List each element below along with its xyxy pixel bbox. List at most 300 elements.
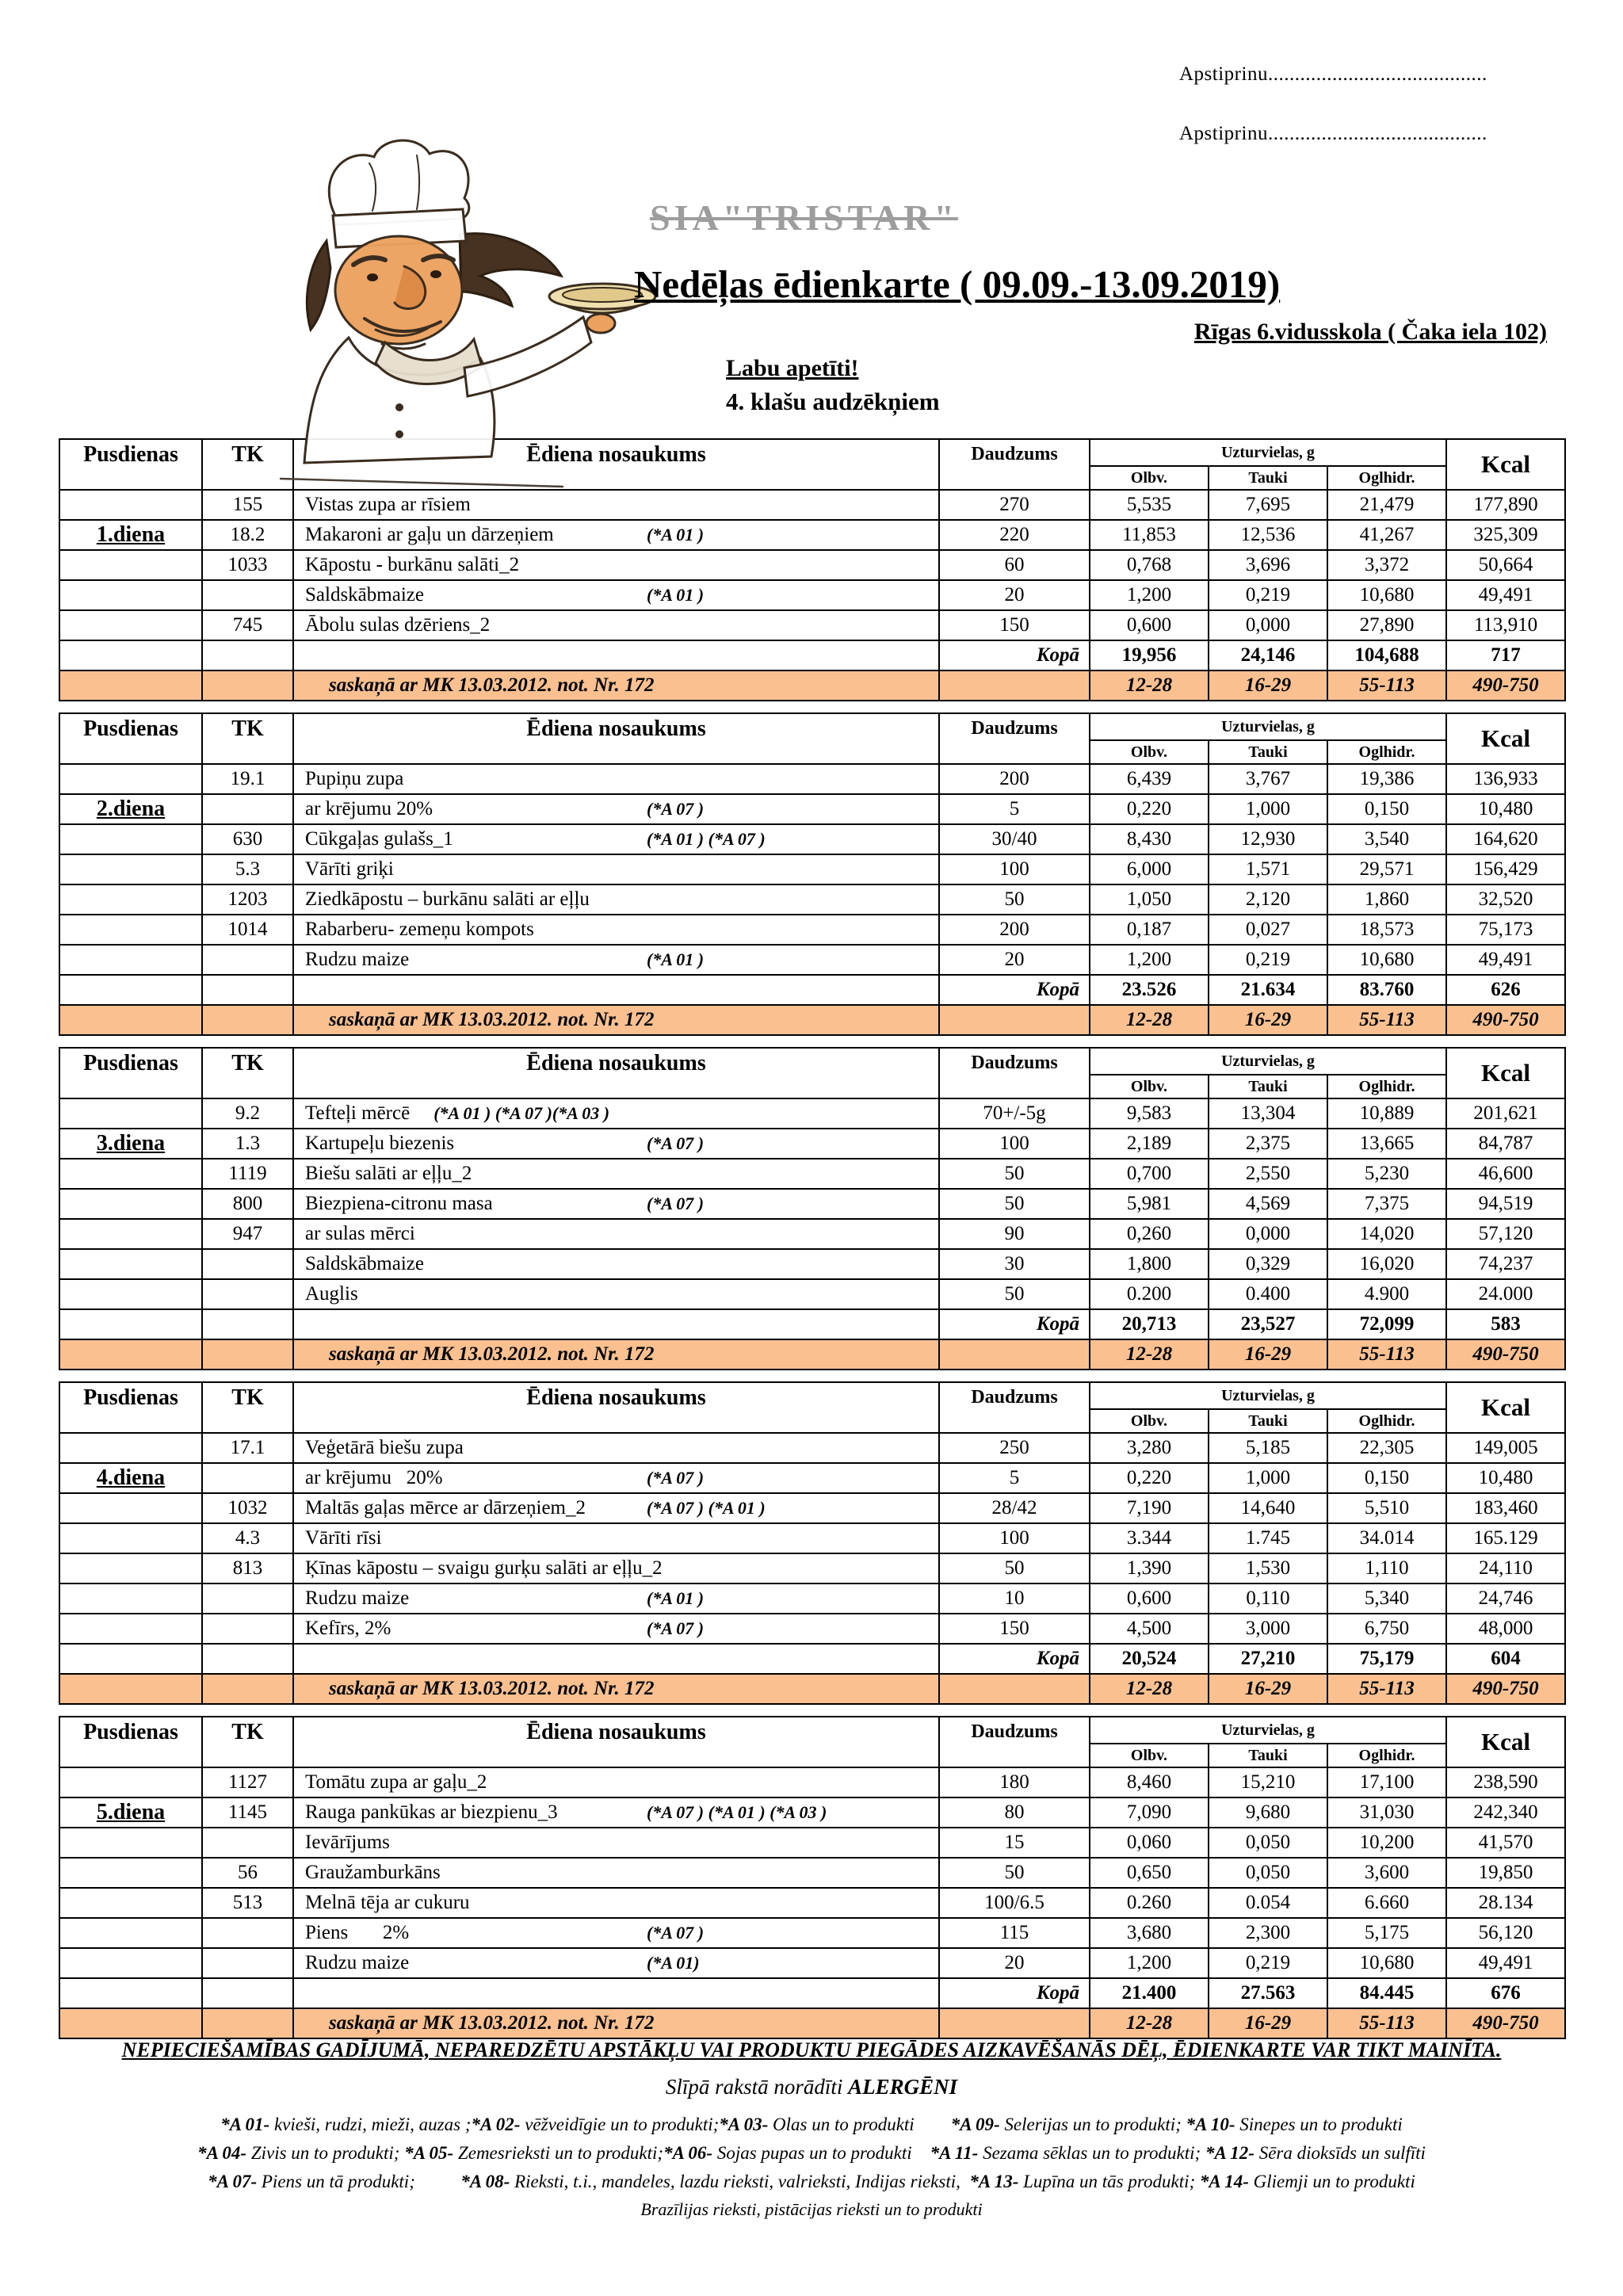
day-cell [59, 824, 202, 854]
olbv-cell: 5,535 [1090, 490, 1209, 520]
quantity-cell: 80 [939, 1797, 1090, 1828]
tauki-total: 27,210 [1209, 1644, 1327, 1674]
quantity-cell: 5 [939, 1463, 1090, 1493]
tauki-cell: 0,329 [1209, 1249, 1327, 1279]
dish-name: Ievārījums [305, 1832, 390, 1853]
dish-name: Biešu salāti ar eļļu_2 [305, 1163, 472, 1184]
tauki-cell: 0,050 [1209, 1858, 1327, 1888]
tauki-cell: 2,120 [1209, 884, 1327, 915]
oglhidr-cell: 7,375 [1327, 1189, 1446, 1219]
dish-row [59, 1249, 1565, 1279]
oglhidr-cell: 13,665 [1327, 1129, 1446, 1159]
dish-row [59, 1918, 1565, 1948]
dish-row [59, 1614, 1565, 1644]
footer [0, 2038, 1623, 2223]
tauki-cell: 1,000 [1209, 794, 1327, 824]
oglhidr-cell: 4.900 [1327, 1279, 1446, 1309]
col-header-nutrients: Uzturvielas, g [1090, 1048, 1446, 1075]
olbv-cell: 0,700 [1090, 1159, 1209, 1189]
dish-name-cell [293, 764, 939, 794]
dish-name: Ziedkāpostu – burkānu salāti ar eļļu [305, 888, 590, 910]
dish-row [59, 1493, 1565, 1523]
olbv-cell: 11,853 [1090, 520, 1209, 550]
quantity-cell: 5 [939, 794, 1090, 824]
tk-cell [202, 670, 293, 701]
quantity-cell: 20 [939, 1948, 1090, 1978]
day-cell [59, 1159, 202, 1189]
day-cell [59, 1888, 202, 1918]
tk-cell: 800 [202, 1189, 293, 1219]
dish-row [59, 1858, 1565, 1888]
chef-jacket-icon [304, 338, 495, 463]
oglhidr-range: 55-113 [1327, 2008, 1446, 2038]
tk-cell: 1145 [202, 1797, 293, 1828]
col-header-oglhidr: Oglhidr. [1327, 466, 1446, 490]
dish-name: Rauga pankūkas ar biezpienu_3 [305, 1801, 558, 1823]
col-header-oglhidr: Oglhidr. [1327, 1409, 1446, 1433]
oglhidr-cell: 31,030 [1327, 1797, 1446, 1828]
allergen-description: Olas un to produkti [768, 2115, 951, 2134]
oglhidr-total: 72,099 [1327, 1309, 1446, 1339]
kcal-cell: 177,890 [1446, 490, 1565, 520]
col-header-nutrients: Uzturvielas, g [1090, 713, 1446, 740]
kcal-cell: 136,933 [1446, 764, 1565, 794]
day-cell [59, 1767, 202, 1797]
tauki-range: 16-29 [1209, 1339, 1327, 1370]
olbv-cell: 7,190 [1090, 1493, 1209, 1523]
allergen-note: (*A 07 ) (*A 01 ) (*A 03 ) [647, 1802, 827, 1822]
col-header-quantity: Daudzums [939, 713, 1090, 764]
oglhidr-cell: 21,479 [1327, 490, 1446, 520]
quantity-cell: 50 [939, 884, 1090, 915]
kcal-cell: 156,429 [1446, 854, 1565, 884]
dish-name-cell [293, 640, 939, 670]
dish-name-cell [293, 520, 939, 550]
tauki-cell: 2,300 [1209, 1918, 1327, 1948]
quantity-cell: 50 [939, 1858, 1090, 1888]
dish-name: Auglis [305, 1283, 358, 1305]
dish-row [59, 1828, 1565, 1858]
dish-name-cell [293, 1493, 939, 1523]
dish-name-cell [293, 1767, 939, 1797]
tk-cell [202, 945, 293, 975]
olbv-cell: 1,800 [1090, 1249, 1209, 1279]
allergen-description: Gliemji un to produkti [1248, 2172, 1415, 2191]
tauki-cell: 13,304 [1209, 1098, 1327, 1129]
dish-name: Tefteļi mērcē [305, 1102, 411, 1124]
allergen-code: *A 03- [719, 2115, 769, 2134]
dish-name: Saldskābmaize [305, 584, 424, 606]
dish-name-cell [293, 1553, 939, 1584]
dish-name-cell [293, 1828, 939, 1858]
tauki-cell: 0,219 [1209, 945, 1327, 975]
dish-name: Makaroni ar gaļu un dārzeņiem [305, 524, 554, 545]
allergen-description: Sinepes un to produkti [1235, 2115, 1403, 2134]
tauki-cell: 3,000 [1209, 1614, 1327, 1644]
day-cell [59, 1614, 202, 1644]
dish-name: Ķīnas kāpostu – svaigu gurķu salāti ar eļļu_2 [305, 1557, 663, 1579]
quantity-cell: 10 [939, 1584, 1090, 1614]
tk-cell [202, 1614, 293, 1644]
totals-row [59, 1644, 1565, 1674]
allergen-note: (*A 07 ) [647, 1194, 705, 1213]
tk-cell: 1.3 [202, 1129, 293, 1159]
oglhidr-cell: 1,110 [1327, 1553, 1446, 1584]
day-cell [59, 1493, 202, 1523]
tk-cell: 1032 [202, 1493, 293, 1523]
tauki-total: 27.563 [1209, 1978, 1327, 2008]
tk-cell: 9.2 [202, 1098, 293, 1129]
tauki-cell: 0,027 [1209, 915, 1327, 945]
oglhidr-range: 55-113 [1327, 1005, 1446, 1035]
day-cell [59, 550, 202, 580]
allergen-code: *A 04- [197, 2143, 247, 2163]
tk-cell [202, 640, 293, 670]
quantity-cell: 20 [939, 945, 1090, 975]
tauki-range: 16-29 [1209, 1005, 1327, 1035]
olbv-total: 20,713 [1090, 1309, 1209, 1339]
tk-cell [202, 1674, 293, 1704]
day-cell [59, 520, 202, 550]
day-cell [59, 854, 202, 884]
olbv-total: 20,524 [1090, 1644, 1209, 1674]
tk-cell [202, 1828, 293, 1858]
dish-name: Kāpostu - burkānu salāti_2 [305, 554, 520, 575]
dish-name: Rabarberu- zemeņu kompots [305, 919, 534, 940]
day-cell [59, 1339, 202, 1370]
dish-row [59, 550, 1565, 580]
oglhidr-cell: 3,372 [1327, 550, 1446, 580]
quantity-cell: 200 [939, 764, 1090, 794]
kcal-range: 490-750 [1446, 2008, 1565, 2038]
olbv-cell: 0,187 [1090, 915, 1209, 945]
school-name: Rīgas 6.vidusskola ( Čaka iela 102) [1193, 319, 1547, 345]
col-header-olbv: Olbv. [1090, 1409, 1209, 1433]
olbv-cell: 3,280 [1090, 1433, 1209, 1463]
dish-name: Piens 2% [305, 1922, 410, 1943]
allergen-note: (*A 01 ) [647, 525, 705, 544]
dish-row [59, 1098, 1565, 1129]
approve-line-1: Apstiprinu......................................... [1179, 63, 1487, 85]
olbv-range: 12-28 [1090, 1674, 1209, 1704]
allergen-description: Selerijas un to produkti; [999, 2115, 1186, 2134]
quantity-cell [939, 1674, 1090, 1704]
dish-name: Graužamburkāns [305, 1862, 441, 1883]
olbv-cell: 1,050 [1090, 884, 1209, 915]
totals-label: Kopā [939, 1978, 1090, 2008]
oglhidr-cell: 10,889 [1327, 1098, 1446, 1129]
kcal-cell: 41,570 [1446, 1828, 1565, 1858]
kcal-cell: 24,746 [1446, 1584, 1565, 1614]
olbv-total: 19,956 [1090, 640, 1209, 670]
kcal-cell: 201,621 [1446, 1098, 1565, 1129]
menu-tables-container [59, 438, 1564, 2050]
allergen-code: *A 10- [1186, 2115, 1235, 2134]
col-header-oglhidr: Oglhidr. [1327, 1075, 1446, 1098]
dish-row [59, 1888, 1565, 1918]
day-cell [59, 1433, 202, 1463]
dish-name-cell [293, 1888, 939, 1918]
col-header-olbv: Olbv. [1090, 466, 1209, 490]
dish-row [59, 945, 1565, 975]
dish-name-cell [293, 1523, 939, 1553]
tk-cell: 1119 [202, 1159, 293, 1189]
kcal-range: 490-750 [1446, 1674, 1565, 1704]
audience-text: 4. klašu audzēkņiem [726, 388, 940, 415]
allergen-code: *A 11- [930, 2143, 979, 2163]
tauki-cell: 0,050 [1209, 1828, 1327, 1858]
tk-cell: 4.3 [202, 1523, 293, 1553]
kcal-cell: 242,340 [1446, 1797, 1565, 1828]
dish-name-cell [293, 854, 939, 884]
col-header-pusdienas: Pusdienas [59, 1048, 202, 1098]
day-cell [59, 1189, 202, 1219]
allergen-code: *A 05- [404, 2143, 454, 2163]
tk-cell: 19.1 [202, 764, 293, 794]
day-cell [59, 640, 202, 670]
dish-name-cell [293, 1584, 939, 1614]
chef-illustration [230, 135, 705, 503]
quantity-cell: 150 [939, 610, 1090, 640]
menu-table-day-3 [59, 1047, 1566, 1370]
oglhidr-cell: 10,200 [1327, 1828, 1446, 1858]
dish-name: Vārīti griķi [305, 858, 394, 880]
dish-row [59, 1129, 1565, 1159]
kcal-cell: 57,120 [1446, 1219, 1565, 1249]
tauki-cell: 7,695 [1209, 490, 1327, 520]
dish-name-cell [293, 1433, 939, 1463]
olbv-cell: 0,220 [1090, 1463, 1209, 1493]
col-header-tauki: Tauki [1209, 1744, 1327, 1767]
allergen-description: Zemesrieksti un to produkti; [453, 2143, 664, 2163]
col-header-quantity: Daudzums [939, 439, 1090, 490]
tauki-range: 16-29 [1209, 670, 1327, 701]
quantity-cell: 100/6.5 [939, 1888, 1090, 1918]
dish-row [59, 1553, 1565, 1584]
col-header-kcal: Kcal [1446, 439, 1565, 490]
olbv-cell: 0,600 [1090, 1584, 1209, 1614]
dish-name-cell [293, 550, 939, 580]
oglhidr-cell: 16,020 [1327, 1249, 1446, 1279]
oglhidr-cell: 10,680 [1327, 580, 1446, 610]
allergen-code: *A 02- [471, 2115, 521, 2134]
dish-row [59, 1189, 1565, 1219]
allergen-code: *A 09- [950, 2115, 1000, 2134]
dish-name: Ābolu sulas dzēriens_2 [305, 614, 491, 636]
tauki-range: 16-29 [1209, 1674, 1327, 1704]
tauki-cell: 3,696 [1209, 550, 1327, 580]
allergen-description: Piens un tā produkti; [257, 2172, 461, 2191]
dish-name: Veģetārā biešu zupa [305, 1437, 464, 1458]
oglhidr-cell: 3,540 [1327, 824, 1446, 854]
kcal-cell: 49,491 [1446, 945, 1565, 975]
tk-cell: 1014 [202, 915, 293, 945]
col-header-kcal: Kcal [1446, 1717, 1565, 1767]
oglhidr-cell: 34.014 [1327, 1523, 1446, 1553]
dish-row [59, 1463, 1565, 1493]
olbv-cell: 3.344 [1090, 1523, 1209, 1553]
kcal-cell: 49,491 [1446, 580, 1565, 610]
totals-row [59, 975, 1565, 1005]
tauki-total: 23,527 [1209, 1309, 1327, 1339]
allergen-code: *A 13- [969, 2172, 1019, 2191]
kcal-total: 604 [1446, 1644, 1565, 1674]
day-cell [59, 975, 202, 1005]
dish-name-cell [293, 824, 939, 854]
oglhidr-cell: 27,890 [1327, 610, 1446, 640]
col-header-tauki: Tauki [1209, 466, 1327, 490]
col-header-quantity: Daudzums [939, 1382, 1090, 1433]
dish-name-cell [293, 1614, 939, 1644]
kcal-cell: 46,600 [1446, 1159, 1565, 1189]
day-cell [59, 670, 202, 701]
day-cell [59, 1523, 202, 1553]
tk-cell: 630 [202, 824, 293, 854]
tk-cell: 17.1 [202, 1433, 293, 1463]
dish-row [59, 1584, 1565, 1614]
kcal-cell: 75,173 [1446, 915, 1565, 945]
dish-name: Vārīti rīsi [305, 1527, 382, 1549]
day-cell [59, 794, 202, 824]
tauki-cell: 1,571 [1209, 854, 1327, 884]
tk-cell [202, 1948, 293, 1978]
regulation-row [59, 2008, 1565, 2038]
kcal-cell: 183,460 [1446, 1493, 1565, 1523]
oglhidr-cell: 6,750 [1327, 1614, 1446, 1644]
tk-cell [202, 1644, 293, 1674]
dish-row [59, 915, 1565, 945]
dish-name: Rudzu maize [305, 1587, 410, 1609]
oglhidr-cell: 1,860 [1327, 884, 1446, 915]
day-cell [59, 1828, 202, 1858]
quantity-cell: 15 [939, 1828, 1090, 1858]
kcal-cell: 28.134 [1446, 1888, 1565, 1918]
day-cell [59, 945, 202, 975]
tauki-cell: 9,680 [1209, 1797, 1327, 1828]
tk-cell [202, 1918, 293, 1948]
col-header-olbv: Olbv. [1090, 1744, 1209, 1767]
regulation-row [59, 1005, 1565, 1035]
totals-label: Kopā [939, 1644, 1090, 1674]
olbv-cell: 0,220 [1090, 794, 1209, 824]
dish-name-cell [293, 1249, 939, 1279]
tauki-cell: 5,185 [1209, 1433, 1327, 1463]
tauki-cell: 2,375 [1209, 1129, 1327, 1159]
olbv-cell: 2,189 [1090, 1129, 1209, 1159]
quantity-cell: 180 [939, 1767, 1090, 1797]
oglhidr-total: 83.760 [1327, 975, 1446, 1005]
quantity-cell: 270 [939, 490, 1090, 520]
company-watermark: SIA"TRISTAR" [650, 197, 958, 238]
olbv-cell: 4,500 [1090, 1614, 1209, 1644]
tauki-cell: 0,219 [1209, 580, 1327, 610]
quantity-cell: 115 [939, 1918, 1090, 1948]
col-header-pusdienas: Pusdienas [59, 1717, 202, 1767]
quantity-cell: 28/42 [939, 1493, 1090, 1523]
quantity-cell: 150 [939, 1614, 1090, 1644]
kcal-cell: 19,850 [1446, 1858, 1565, 1888]
dish-name: Pupiņu zupa [305, 768, 404, 789]
col-header-tk: TK [202, 1048, 293, 1098]
kcal-range: 490-750 [1446, 1005, 1565, 1035]
tk-cell [202, 1463, 293, 1493]
allergen-note: (*A 07 ) [647, 799, 705, 819]
chef-arm-icon [464, 317, 591, 396]
page-title: Nedēļas ēdienkarte ( 09.09.-13.09.2019) [634, 262, 1281, 306]
kcal-cell: 48,000 [1446, 1614, 1565, 1644]
col-header-tauki: Tauki [1209, 1075, 1327, 1098]
dish-name: Maltās gaļas mērce ar dārzeņiem_2 [305, 1497, 586, 1519]
day-cell [59, 884, 202, 915]
quantity-cell: 30 [939, 1249, 1090, 1279]
oglhidr-cell: 10,680 [1327, 945, 1446, 975]
dish-row [59, 854, 1565, 884]
allergen-note: (*A 07 ) [647, 1923, 705, 1943]
allergen-note: (*A 01 ) (*A 07 ) [647, 829, 766, 849]
dish-name: Kartupeļu biezenis [305, 1133, 455, 1154]
dish-name: Kefīrs, 2% [305, 1618, 391, 1639]
allergen-note: (*A 01 ) [647, 949, 705, 969]
dish-name-cell [293, 610, 939, 640]
tk-cell [202, 1005, 293, 1035]
regulation-row [59, 1339, 1565, 1370]
col-header-kcal: Kcal [1446, 713, 1565, 764]
kcal-cell: 32,520 [1446, 884, 1565, 915]
olbv-cell: 0,650 [1090, 1858, 1209, 1888]
regulation-row [59, 1674, 1565, 1704]
allergen-note: (*A 07 ) (*A 01 ) [647, 1498, 766, 1518]
olbv-range: 12-28 [1090, 2008, 1209, 2038]
tauki-cell: 3,767 [1209, 764, 1327, 794]
totals-row [59, 1978, 1565, 2008]
allergen-legend-title [0, 2075, 1623, 2099]
oglhidr-range: 55-113 [1327, 1674, 1446, 1704]
tauki-cell: 12,930 [1209, 824, 1327, 854]
oglhidr-cell: 5,510 [1327, 1493, 1446, 1523]
allergen-description: vēžveidīgie un to produkti; [520, 2115, 720, 2134]
day-cell [59, 1098, 202, 1129]
day-cell [59, 1005, 202, 1035]
col-header-nutrients: Uzturvielas, g [1090, 1382, 1446, 1409]
day-label: 5.diena [96, 1800, 166, 1824]
artwork-stray-line [281, 479, 563, 487]
allergen-code: *A 12- [1205, 2143, 1254, 2163]
tk-cell: 155 [202, 490, 293, 520]
col-header-oglhidr: Oglhidr. [1327, 1744, 1446, 1767]
dish-name: ar krējumu 20% [305, 798, 433, 819]
olbv-range: 12-28 [1090, 1339, 1209, 1370]
olbv-total: 23.526 [1090, 975, 1209, 1005]
allergen-description: kvieši, rudzi, mieži, auzas ; [269, 2115, 472, 2134]
tk-cell [202, 1978, 293, 2008]
day-cell [59, 1309, 202, 1339]
tauki-cell: 0.054 [1209, 1888, 1327, 1918]
kcal-cell: 10,480 [1446, 1463, 1565, 1493]
tk-cell: 745 [202, 610, 293, 640]
oglhidr-cell: 22,305 [1327, 1433, 1446, 1463]
tauki-cell: 14,640 [1209, 1493, 1327, 1523]
table-header-row [59, 1717, 1565, 1744]
dish-name: Saldskābmaize [305, 1253, 424, 1274]
tauki-cell: 0,000 [1209, 610, 1327, 640]
totals-label: Kopā [939, 1309, 1090, 1339]
tk-cell [202, 1279, 293, 1309]
quantity-cell [939, 670, 1090, 701]
day-cell [59, 1674, 202, 1704]
greeting-text: Labu apetīti! [726, 355, 859, 381]
tk-cell [202, 1249, 293, 1279]
oglhidr-range: 55-113 [1327, 1339, 1446, 1370]
